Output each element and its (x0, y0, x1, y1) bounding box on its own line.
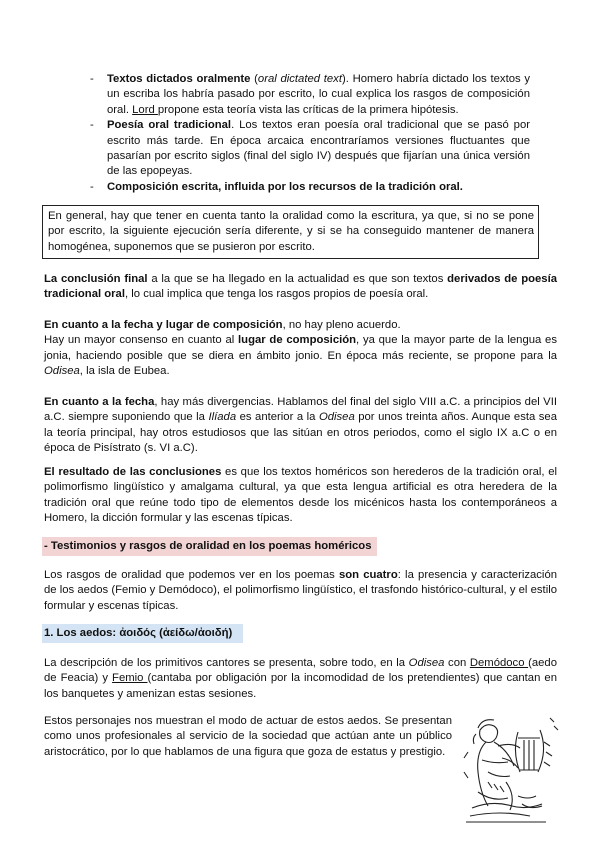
femio-link: Femio (112, 672, 148, 685)
list-item: - Textos dictados oralmente (oral dictated text). Homero habría dictado los textos y un escriba los habría pasado por escrito, lo cual explica los rasgos de composición oral. Lord propone esta teoría vista las críticas de la primera hipótesis. (90, 73, 531, 116)
section-heading: - Testimonios y rasgos de oralidad en los poemas homéricos (44, 540, 372, 552)
bullet-title: Poesía oral tradicional (107, 119, 232, 132)
conclusion-paragraph: La conclusión final a la que se ha llegado en la actualidad es que son textos derivados de poesía tradicional oral, lo cual implica que tenga los rasgos propios de poesía oral. (44, 273, 558, 301)
aedo-lyre-player-drawing-icon (458, 712, 564, 830)
rasgos-paragraph: Los rasgos de oralidad que podemos ver en los poemas son cuatro: la presencia y caracterización de los aedos (Femio y Demódoco), el polimorfismo lingüístico, el trasfondo histórico-cultural, y el estilo formular y escenas típicas. (44, 569, 558, 612)
list-item: - Composición escrita, influida por los recursos de la tradición oral. (90, 180, 463, 193)
personajes-paragraph: Estos personajes nos muestran el modo de actuar de estos aedos. Se presentan como unos profesionales al servicio de la sociedad que actúan ante un público aristocrático, por lo que hablamos de una figura que goza de estatus y prestigio. (44, 715, 452, 758)
list-item: - Poesía oral tradicional. Los textos eran poesía oral tradicional que se pasó por escrito más tarde. En época arcaica encontraríamos versiones fluctuantes que pasarían por escrito siglos (final del siglo IV) después que fijarían una única versión de las epopeyas. (90, 119, 530, 178)
note-box: En general, hay que tener en cuenta tanto la oralidad como la escritura, ya que, si no se pone por escrito, la siguiente ejecución sería diferente, y si se ha conseguido mantener de manera homogénea, suponemos que se pusieron por escrito. (42, 205, 539, 259)
bullet-title: Composición escrita, influida por los recursos de la tradición oral. (107, 180, 463, 193)
resultado-paragraph: El resultado de las conclusiones es que los textos homéricos son herederos de la tradición oral, el polimorfismo lingüístico y amalgama cultural, ya que esta lengua artificial es otra heredera de la tradición oral que reúne todo tipo de elementos desde los micénicos hasta los contemporáneos a Homero, la dicción formular y las escenas típicas. (44, 466, 557, 525)
bullet-dash: - (90, 73, 94, 85)
lord-link: Lord (132, 103, 158, 116)
descripcion-paragraph: La descripción de los primitivos cantores se presenta, sobre todo, en la Odisea con Demódoco (aedo de Feacia) y Femio (cantaba por obligación por la incomodidad de los pretendientes) que cantan en los banquetes y amenizan estas sesiones. (44, 657, 557, 700)
hypotheses-list (90, 72, 530, 195)
italic-term: oral dictated text (257, 73, 342, 85)
subheading-aedos: 1. Los aedos: ἀοιδός (ἀείδω/ἀοιδή) (44, 627, 233, 639)
demodoco-link: Demódoco (469, 657, 529, 669)
bullet-title: Textos dictados oralmente (107, 73, 251, 85)
fecha-paragraph: En cuanto a la fecha, hay más divergencias. Hablamos del final del siglo VIII a.C. a principios del VII a.C. siempre suponiendo que la Ilíada es anterior a la Odisea por unos treinta años. Aunque esta sea la teoría principal, hay otros estudiosos que las sitúan en otros periodos, como el siglo IX a.C o en época de Pisístrato (s. VI a.C). (44, 396, 557, 455)
fecha-lugar-paragraph: En cuanto a la fecha y lugar de composición, no hay pleno acuerdo. Hay un mayor consenso en cuanto al lugar de composición, ya que la mayor parte de la lengua es jonia, haciendo posible que se diera en ámbito jonio. En época más reciente, se propone para la Odisea, la isla de Eubea. (44, 319, 557, 378)
